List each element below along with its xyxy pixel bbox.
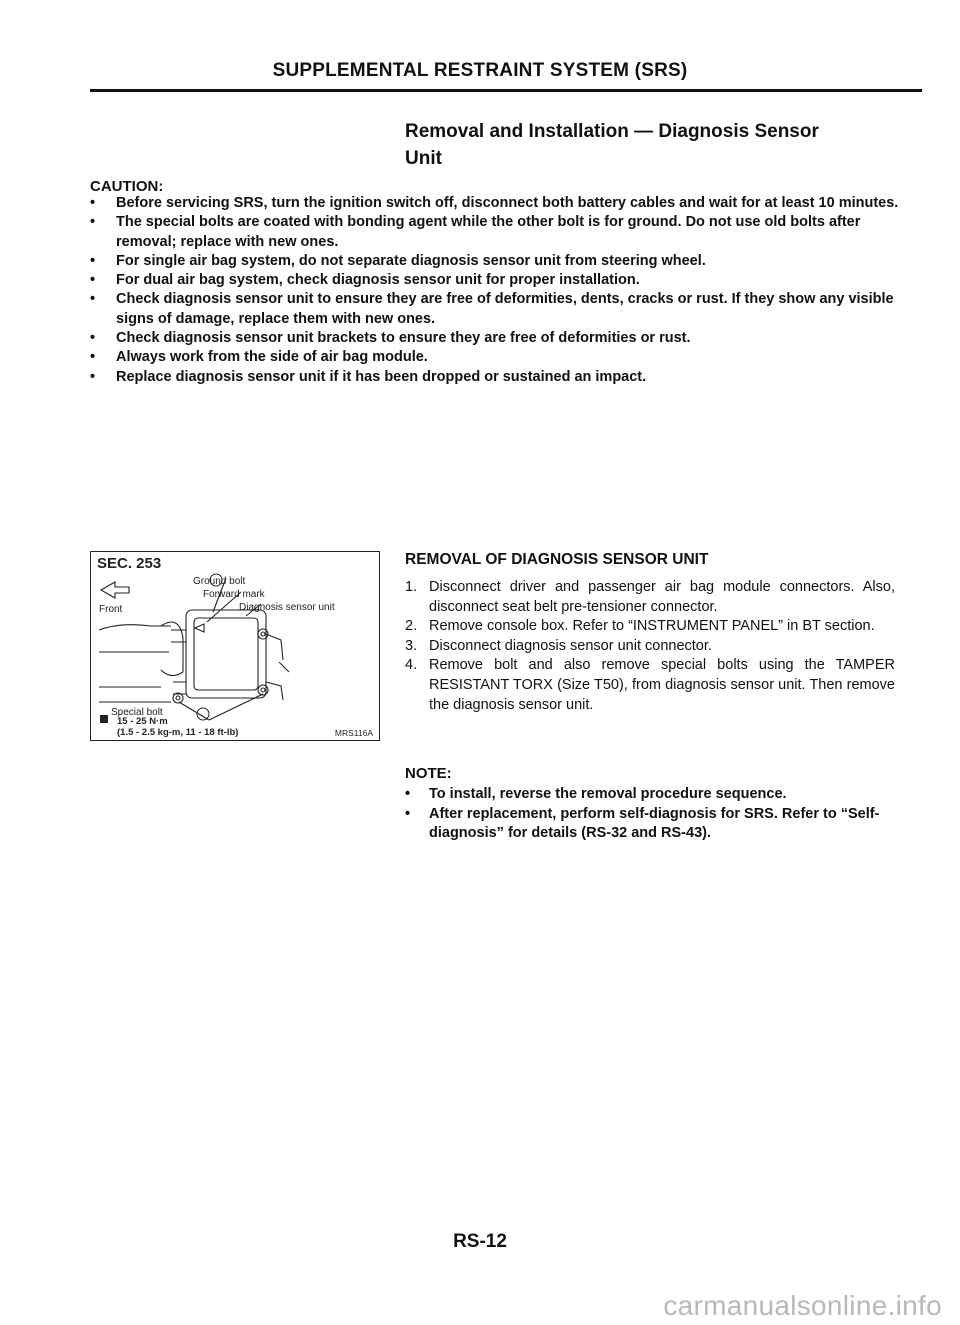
section-title xyxy=(405,118,905,172)
caution-list xyxy=(90,194,900,387)
note-item: • After replacement, perform self-diagnosis for SRS. Refer to “Self-diagnosis” for details (RS-32 and RS-43). xyxy=(405,805,895,844)
caution-item: • For single air bag system, do not separate diagnosis sensor unit from steering wheel. xyxy=(90,252,900,271)
torque-value: 15 - 25 N·m xyxy=(117,716,168,727)
step-text: Disconnect driver and passenger air bag module connectors. Also, disconnect seat belt pre-tensioner connector. xyxy=(429,579,895,615)
step-number: 4. xyxy=(405,657,418,674)
forward-mark-icon xyxy=(195,624,204,632)
caution-item: • Always work from the side of air bag module. xyxy=(90,348,900,367)
sensor-unit-label: Diagnosis sensor unit xyxy=(239,602,335,613)
step-number: 2. xyxy=(405,618,418,635)
watermark-text: carmanualsonline.info xyxy=(663,1290,942,1321)
caution-item: • The special bolts are coated with bonding agent while the other bolt is for ground. Do not use old bolts after removal; replace with new ones. xyxy=(90,213,900,252)
step-number: 3. xyxy=(405,637,418,654)
sensor-unit-body xyxy=(186,610,266,698)
torque-alt-value: (1.5 - 2.5 kg-m, 11 - 18 ft-lb) xyxy=(117,727,239,738)
section-title-line-2: Unit xyxy=(405,148,442,169)
note-item: • To install, reverse the removal procedure sequence. xyxy=(405,785,895,805)
note-label: NOTE: xyxy=(405,765,452,782)
caution-item: • For dual air bag system, check diagnosis sensor unit for proper installation. xyxy=(90,271,900,290)
page-number: RS-12 xyxy=(453,1231,507,1252)
figure-code: MRS116A xyxy=(334,728,373,738)
procedure-step xyxy=(405,578,895,617)
special-bolt-label: Special bolt xyxy=(111,707,163,718)
forward-mark-label: Forward mark xyxy=(203,589,265,600)
ground-bolt-label: Ground bolt xyxy=(193,576,246,587)
caution-label: CAUTION: xyxy=(90,178,164,195)
procedure-step xyxy=(405,617,895,637)
caution-item: • Replace diagnosis sensor unit if it has been dropped or sustained an impact. xyxy=(90,368,900,387)
front-label: Front xyxy=(99,604,123,615)
caution-item: • Check diagnosis sensor unit brackets to ensure they are free of deformities or rust. xyxy=(90,329,900,348)
procedure-title: REMOVAL OF DIAGNOSIS SENSOR UNIT xyxy=(405,551,709,568)
figure-section-code: SEC. 253 xyxy=(97,555,162,572)
note-list xyxy=(405,785,895,844)
step-number: 1. xyxy=(405,579,418,595)
caution-item: • Before servicing SRS, turn the ignition switch off, disconnect both battery cables and wait for at least 10 minutes. xyxy=(90,194,900,213)
front-arrow-icon xyxy=(101,582,129,598)
procedure-step xyxy=(405,637,895,657)
step-text: Remove bolt and also remove special bolts using the TAMPER RESISTANT TORX (Size T50), from diagnosis sensor unit. Then remove the diagnosis sensor unit. xyxy=(429,657,895,713)
step-text: Disconnect diagnosis sensor unit connector. xyxy=(429,637,712,654)
step-text: Remove console box. Refer to “INSTRUMENT PANEL” in BT section. xyxy=(429,618,875,635)
page-header-title: SUPPLEMENTAL RESTRAINT SYSTEM (SRS) xyxy=(272,60,688,81)
diagnosis-sensor-figure xyxy=(90,551,380,741)
procedure-step xyxy=(405,656,895,715)
section-title-line-1: Removal and Installation — Diagnosis Sensor xyxy=(405,121,819,142)
caution-item: • Check diagnosis sensor unit to ensure they are free of deformities, dents, cracks or rust. If they show any visible signs of damage, replace them with new ones. xyxy=(90,290,900,329)
torque-wrench-icon xyxy=(100,715,108,723)
header-divider xyxy=(90,89,922,92)
procedure-steps xyxy=(405,578,895,715)
